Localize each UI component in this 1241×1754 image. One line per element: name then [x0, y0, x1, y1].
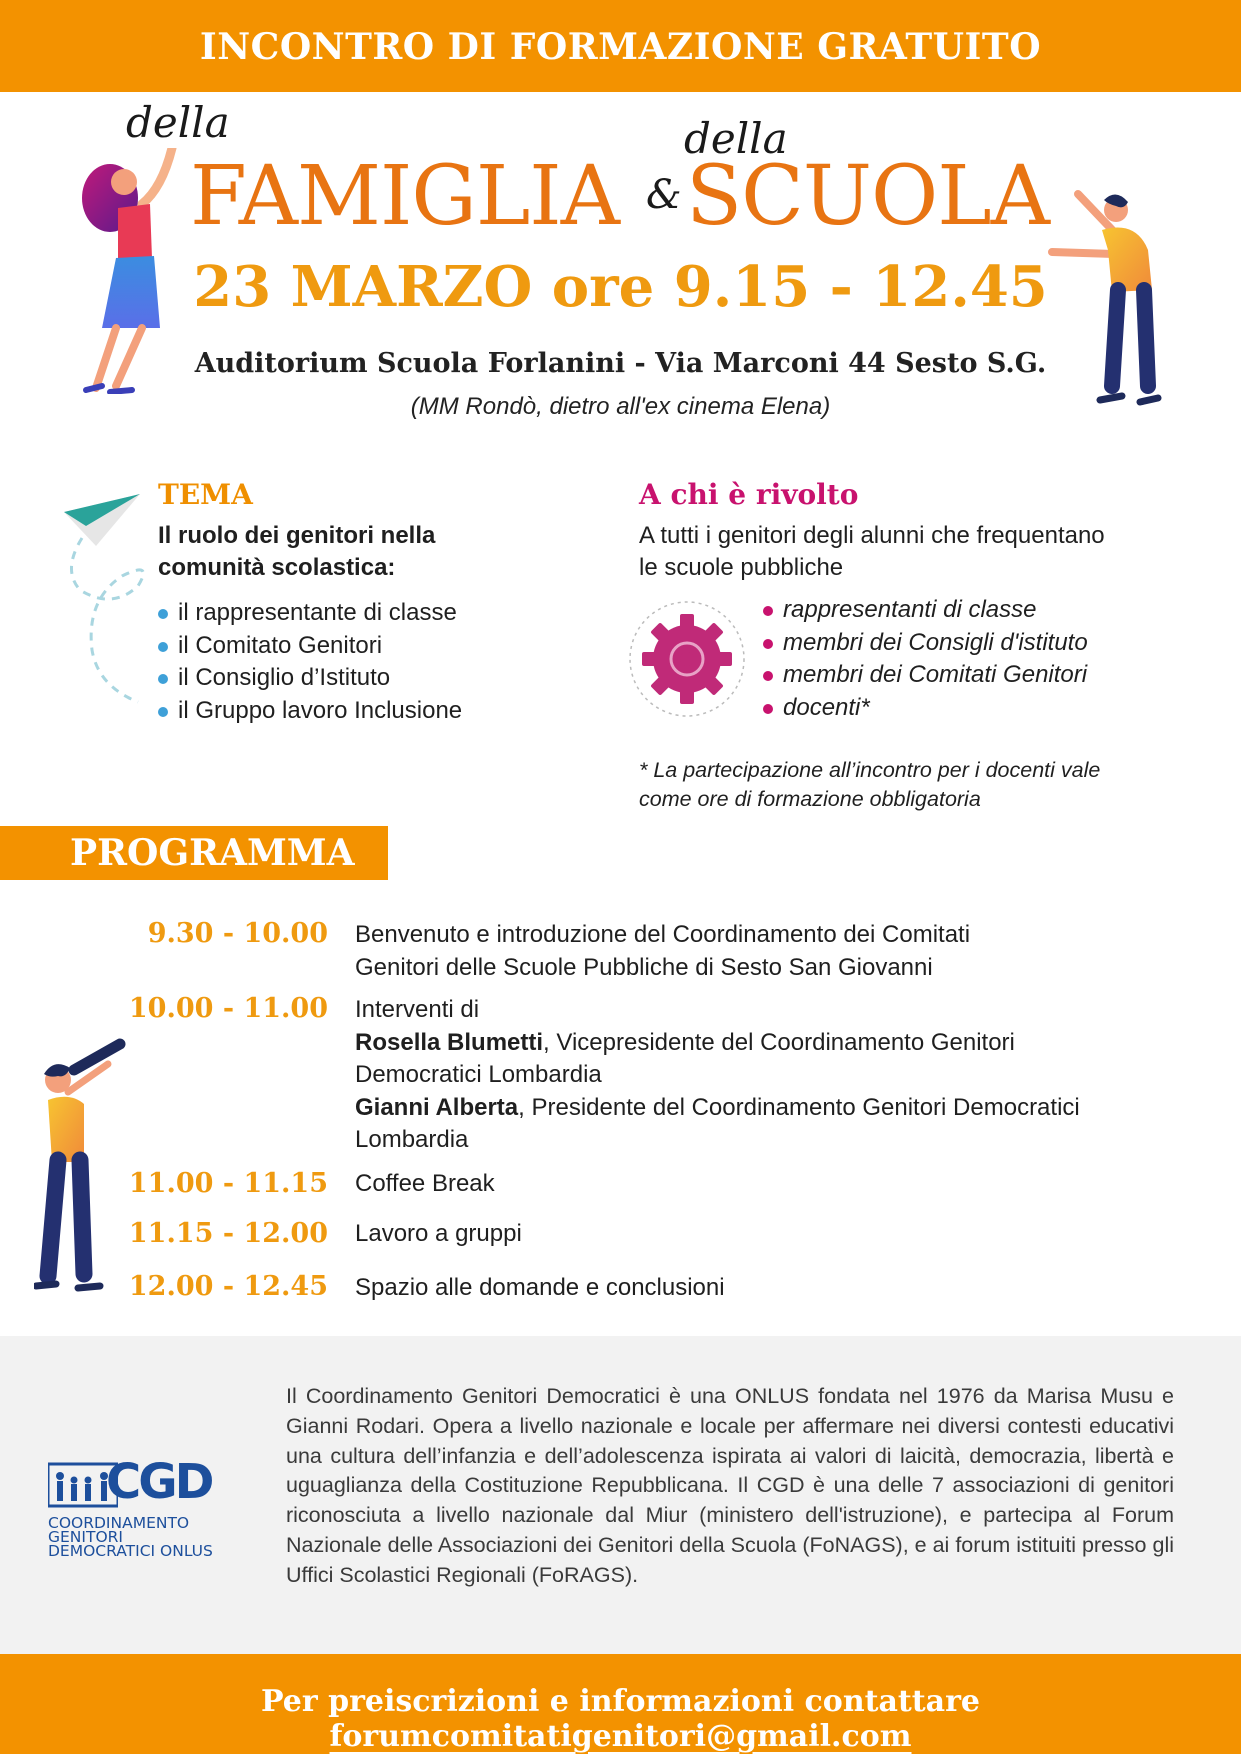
- ampersand: &: [646, 172, 682, 218]
- program-item-line: Benvenuto e introduzione del Coordinamento dei Comitati: [355, 921, 971, 948]
- audience-intro-line2: le scuole pubbliche: [639, 554, 844, 581]
- program-time: 11.15 - 12.00: [128, 1218, 328, 1249]
- program-item-line: Genitori delle Scuole Pubbliche di Sesto San Giovanni: [355, 953, 933, 981]
- cgd-mark: CGD: [106, 1454, 212, 1510]
- footnote-line2: come ore di formazione obbligatoria: [639, 787, 981, 811]
- audience-intro: [639, 520, 1105, 584]
- event-venue: Auditorium Scuola Forlanini - Via Marconi 44 Sesto S.G.: [194, 348, 1047, 379]
- programma-title: PROGRAMMA: [70, 832, 355, 874]
- speaker-2: [355, 1092, 1205, 1125]
- tema-subtitle-line2: comunità scolastica:: [158, 554, 396, 581]
- audience-footnote: [639, 756, 1100, 814]
- tema-title: TEMA: [158, 478, 253, 511]
- tema-subtitle-line1: Il ruolo dei genitori nella: [158, 522, 436, 549]
- logo-line: DEMOCRATICI ONLUS: [48, 1542, 213, 1560]
- cgd-logo: [48, 1454, 248, 1560]
- logo-line: GENITORI: [48, 1528, 123, 1546]
- program-time: 11.00 - 11.15: [128, 1168, 328, 1199]
- tema-list: [158, 597, 462, 727]
- gear-icon: [626, 598, 748, 720]
- list-item: il rappresentante di classe: [158, 597, 462, 630]
- list-item: docenti*: [763, 692, 1088, 725]
- speaker-role: , Presidente del Coordinamento Genitori Democratici: [518, 1093, 1080, 1121]
- program-item-line: Interventi di: [355, 996, 480, 1023]
- program-item: Coffee Break: [355, 1170, 495, 1197]
- about-text: Il Coordinamento Genitori Democratici è una ONLUS fondata nel 1976 da Marisa Musu e Gianni Rodari. Opera a livello nazionale e locale per affermare nei diversi contesti educativi una cultura dell’infanzia e dell’adolescenza ispirata ai valori di laicità, democrazia, libertà e uguaglianza della Costituzione Repubblicana. Il CGD è una delle 7 associazioni di genitori riconosciuta a livello nazionale dal Miur (ministero dell'istruzione), e partecipa al Forum Nazionale delle Associazioni dei Genitori della Scuola (FoNAGS), e ai forum istituiti presso gli Uffici Scolastici Regionali (FoRAGS).: [286, 1384, 1174, 1587]
- venue-note: (MM Rondò, dietro all'ex cinema Elena): [410, 393, 831, 420]
- program-item: [355, 919, 1205, 984]
- top-banner: [0, 0, 1241, 92]
- footnote-line1: * La partecipazione all’incontro per i docenti vale: [639, 758, 1101, 782]
- list-item: rappresentanti di classe: [763, 594, 1088, 627]
- paper-plane-icon: [62, 490, 152, 710]
- list-item: membri dei Comitati Genitori: [763, 659, 1088, 692]
- della-left: della: [126, 98, 230, 147]
- list-item: il Gruppo lavoro Inclusione: [158, 695, 462, 728]
- audience-list: [763, 594, 1088, 724]
- contact-line: [0, 1684, 1241, 1754]
- program-time: 10.00 - 11.00: [128, 993, 328, 1024]
- telescope-man-illustration: [34, 1038, 130, 1294]
- programma-banner: [0, 826, 388, 880]
- program-item: Lavoro a gruppi: [355, 1220, 522, 1247]
- speaker-role: Lombardia: [355, 1126, 469, 1153]
- cgd-logo-text: [48, 1516, 248, 1558]
- speaker-role: Democratici Lombardia: [355, 1061, 602, 1088]
- tema-subtitle: [158, 520, 435, 584]
- banner-title: INCONTRO DI FORMAZIONE GRATUITO: [199, 26, 1042, 68]
- program-item: Spazio alle domande e conclusioni: [355, 1274, 725, 1301]
- speaker-1: [355, 1027, 1205, 1060]
- logo-line: COORDINAMENTO: [48, 1514, 190, 1532]
- contact-label: Per preiscrizioni e informazioni contattare: [261, 1684, 980, 1719]
- list-item: il Comitato Genitori: [158, 630, 462, 663]
- scuola-title: SCUOLA: [686, 149, 1049, 244]
- audience-intro-line1: A tutti i genitori degli alunni che frequentano: [639, 522, 1105, 549]
- event-date-time: 23 MARZO ore 9.15 - 12.45: [193, 254, 1048, 320]
- speaker-name: Gianni Alberta: [355, 1093, 519, 1121]
- della-right: della: [684, 114, 788, 163]
- list-item: il Consiglio d’Istituto: [158, 662, 462, 695]
- contact-email-link[interactable]: forumcomitatigenitori@gmail.com: [329, 1719, 912, 1754]
- list-item: membri dei Consigli d'istituto: [763, 627, 1088, 660]
- program-time: 12.00 - 12.45: [128, 1271, 328, 1302]
- speaker-name: Rosella Blumetti: [355, 1028, 544, 1056]
- program-item: [355, 994, 1205, 1157]
- program-time: 9.30 - 10.00: [147, 918, 328, 949]
- audience-title: A chi è rivolto: [639, 478, 859, 511]
- bottom-banner: [0, 1654, 1241, 1754]
- speaker-role: , Vicepresidente del Coordinamento Genitori: [543, 1028, 1015, 1056]
- famiglia-title: FAMIGLIA: [190, 149, 619, 244]
